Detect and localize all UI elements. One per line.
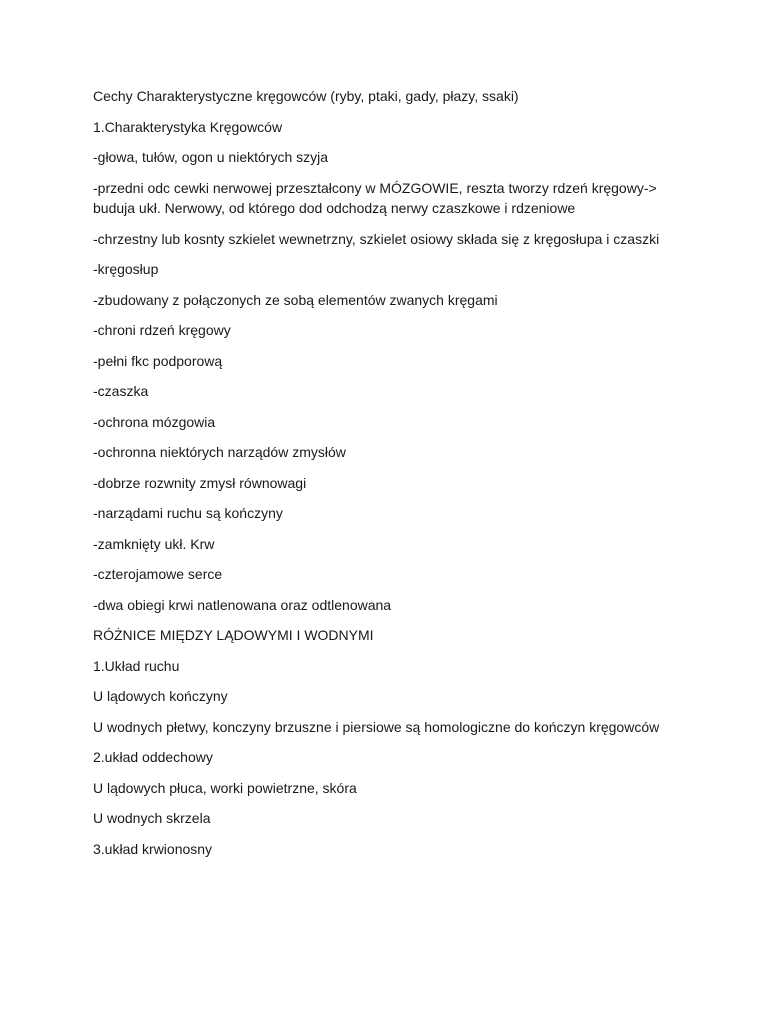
text-line: U lądowych płuca, worki powietrzne, skóra <box>93 779 357 796</box>
text-line: -zbudowany z połączonych ze sobą elementów zwanych kręgami <box>93 291 498 308</box>
subsection-heading: 2.układ oddechowy <box>93 749 213 765</box>
text-line: -głowa, tułów, ogon u niektórych szyja <box>93 149 329 165</box>
text-line: -chroni rdzeń kręgowy <box>93 322 231 338</box>
text-line: -zamknięty ukł. Krw <box>93 535 215 552</box>
subsection-heading: 3.układ krwionosny <box>93 840 213 857</box>
section-heading: 1.Charakterystyka Kręgowców <box>93 118 283 135</box>
text-line: -ochronna niektórych narządów zmysłów <box>93 444 346 460</box>
subsection-heading: 1.Układ ruchu <box>93 657 180 674</box>
text-line: -ochrona mózgowia <box>93 413 216 430</box>
text-line: U wodnych skrzela <box>93 810 211 826</box>
document-title: Cechy Charakterystyczne kręgowców (ryby, ptaki, gady, płazy, ssaki) <box>93 88 519 104</box>
document-body <box>93 86 663 869</box>
text-line: -czterojamowe serce <box>93 566 223 582</box>
text-line: -czaszka <box>93 383 149 399</box>
text-line: -kręgosłup <box>93 261 159 277</box>
text-line: -przedni odc cewki nerwowej przeształcony w MÓZGOWIE, reszta tworzy rdzeń kręgowy-> buduja ukł. Nerwowy, od którego dod odchodzą nerwy czaszkowe i rdzeniowe <box>93 179 657 216</box>
text-line: -dobrze rozwnity zmysł równowagi <box>93 474 307 491</box>
text-line: -chrzestny lub kosnty szkielet wewnetrzny, szkielet osiowy składa się z kręgosłupa i czaszki <box>93 230 660 247</box>
text-line: -pełni fkc podporową <box>93 352 223 369</box>
text-line: -dwa obiegi krwi natlenowana oraz odtlenowana <box>93 596 392 613</box>
text-line: U wodnych płetwy, konczyny brzuszne i piersiowe są homologiczne do kończyn kręgowców <box>93 718 660 735</box>
text-line: U lądowych kończyny <box>93 688 228 704</box>
text-line: -narządami ruchu są kończyny <box>93 505 283 521</box>
section-heading: RÓŻNICE MIĘDZY LĄDOWYMI I WODNYMI <box>93 627 374 643</box>
